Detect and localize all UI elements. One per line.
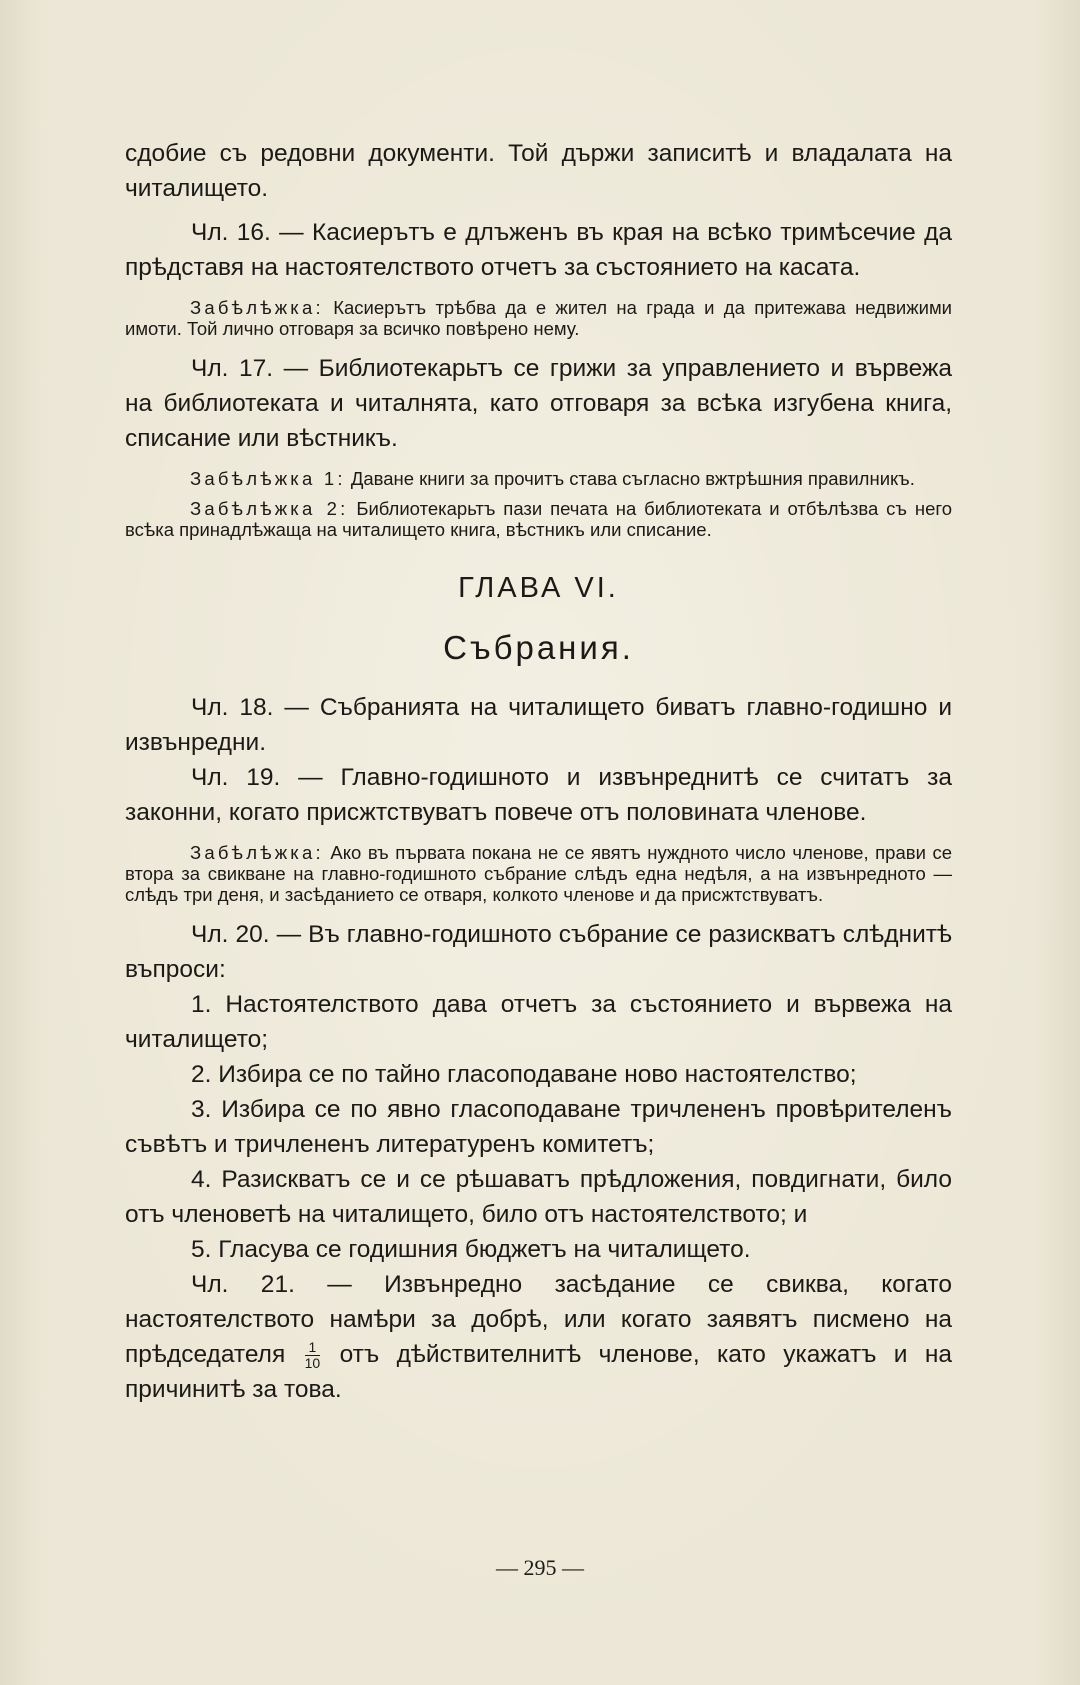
article-20: Чл. 20. — Въ главно-годишното събрание се разискватъ слѣднитѣ въпроси: bbox=[125, 921, 952, 983]
note-text: Касиерътъ трѣбва да е жител на града и да притежава недвижими имоти. Той лично отговаря за всичко повѣрено нему. bbox=[125, 297, 953, 339]
article-21-text-end: отъ дѣйствителнитѣ членове, като укажатъ и на причинитѣ за това. bbox=[125, 1341, 952, 1403]
article-17-note-1 bbox=[125, 468, 952, 489]
article-20-item-3: 3. Избира се по явно гласоподаване тричлененъ провѣрителенъ съвѣтъ и тричлененъ литературенъ комитетъ; bbox=[125, 1096, 952, 1158]
chapter-title: Събрания. bbox=[443, 629, 634, 666]
note-label: Забѣлѣжка: bbox=[190, 842, 324, 863]
paragraph-intro: сдобие съ редовни документи. Той държи записитѣ и владалата на читалището. bbox=[125, 140, 952, 202]
article-20-item-5: 5. Гласува се годишния бюджетъ на читалището. bbox=[191, 1236, 751, 1263]
note-text: Ако въ първата покана не се явятъ нуждното число членове, прави се втора за свикване на главно-годишното събрание слѣдъ една недѣля, а на извънредното — слѣдъ три деня, и засѣданието се отваря, колкото членове и да присжтствуватъ. bbox=[125, 842, 953, 905]
note-text: Даване книги за прочитъ става съгласно вжтрѣшния правилникъ. bbox=[350, 468, 915, 489]
article-18: Чл. 18. — Събранията на читалището биватъ главно-годишно и извънредни. bbox=[125, 694, 952, 756]
article-20-item-1: 1. Настоятелството дава отчетъ за състоянието и вървежа на читалището; bbox=[125, 991, 952, 1053]
fraction-numerator: 1 bbox=[305, 1340, 321, 1356]
page-content bbox=[125, 136, 952, 1407]
article-20-item-2: 2. Избира се по тайно гласоподаване ново настоятелство; bbox=[191, 1061, 857, 1088]
article-19-note bbox=[125, 842, 952, 905]
chapter-heading: ГЛАВА VI. bbox=[458, 572, 619, 604]
article-17-note-2 bbox=[125, 498, 952, 540]
article-16: Чл. 16. — Касиерътъ е длъженъ въ края на всѣко тримѣсечие да прѣдставя на настоятелството отчетъ за състоянието на касата. bbox=[125, 219, 952, 281]
article-20-item-4: 4. Разискватъ се и се рѣшаватъ прѣдложения, повдигнати, било отъ членоветѣ на читалището, било отъ настоятелството; и bbox=[125, 1166, 952, 1228]
note-label: Забѣлѣжка: bbox=[190, 297, 324, 318]
article-19: Чл. 19. — Главно-годишното и извънреднитѣ се считатъ за законни, когато присжтствуватъ повече отъ половината членове. bbox=[125, 764, 952, 826]
note-label: Забѣлѣжка 2: bbox=[190, 498, 349, 519]
note-text: Библиотекарьтъ пази печата на библиотеката и отбѣлѣзва съ него всѣка принадлѣжаща на читалището книга, вѣстникъ или списание. bbox=[125, 498, 952, 540]
fraction-one-tenth bbox=[305, 1340, 321, 1371]
article-21 bbox=[125, 1267, 952, 1407]
page-number: — 295 — bbox=[496, 1555, 584, 1580]
article-17: Чл. 17. — Библиотекарьтъ се грижи за управлението и вървежа на библиотеката и читалнята, като отговаря за всѣка изгубена книга, списание или вѣстникъ. bbox=[125, 355, 952, 452]
article-16-note bbox=[125, 297, 952, 339]
note-label: Забѣлѣжка 1: bbox=[190, 468, 346, 489]
article-21-text-start: Чл. 21. — Извънредно засѣдание се свиква, когато настоятелството намѣри за добрѣ, или когато заявятъ писмено на прѣдседателя bbox=[125, 1271, 952, 1368]
fraction-denominator: 10 bbox=[304, 1355, 321, 1372]
